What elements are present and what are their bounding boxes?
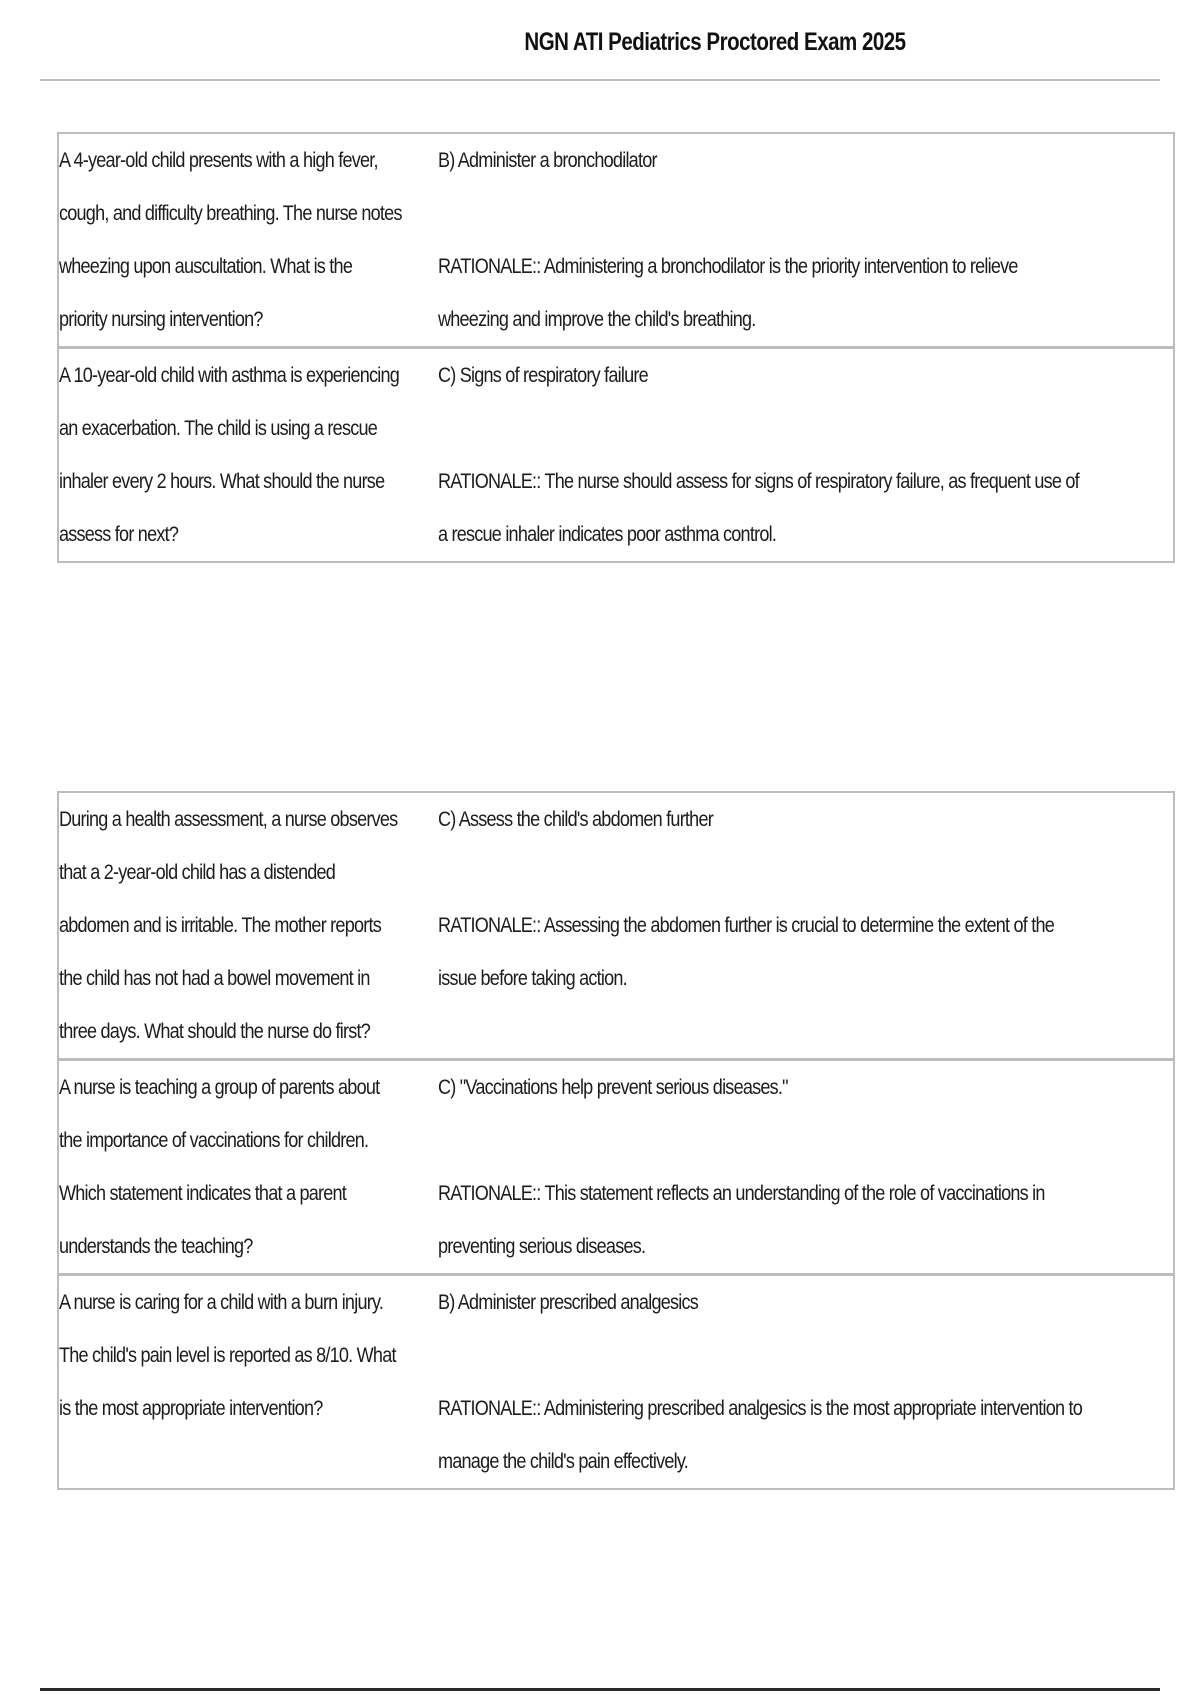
question-text: A 10-year-old child with asthma is experiencing an exacerbation. The child is using a rescue inhaler every 2 hours. What should the nurse assess for next?: [59, 364, 400, 546]
qa-row: [58, 133, 1174, 348]
rationale-text: RATIONALE:: The nurse should assess for signs of respiratory failure, as frequent use of a rescue inhaler indicates poor asthma control.: [438, 470, 1079, 546]
question-cell: [58, 792, 404, 1060]
answer-text: B) Administer a bronchodilator: [438, 149, 657, 172]
answer-text: B) Administer prescribed analgesics: [438, 1291, 699, 1314]
rationale-text: RATIONALE:: Administering prescribed analgesics is the most appropriate intervention to manage the child's pain effectively.: [438, 1397, 1083, 1473]
question-text: During a health assessment, a nurse observes that a 2-year-old child has a distended abdomen and is irritable. The mother reports the child has not had a bowel movement in three days. What should the nurse do first?: [59, 808, 398, 1043]
header-divider: [40, 79, 1160, 81]
qa-table-2: [57, 791, 1175, 1490]
question-cell: [58, 1060, 404, 1275]
answer-cell: [404, 1060, 1174, 1275]
qa-table-1: [57, 132, 1175, 563]
qa-row: [58, 348, 1174, 563]
qa-row: [58, 792, 1174, 1060]
page-title: NGN ATI Pediatrics Proctored Exam 2025: [524, 28, 906, 56]
qa-row: [58, 1275, 1174, 1490]
rationale-text: RATIONALE:: Administering a bronchodilator is the priority intervention to relieve wheezing and improve the child's breathing.: [438, 255, 1018, 331]
answer-text: C) Assess the child's abdomen further: [438, 808, 713, 831]
question-text: A nurse is caring for a child with a burn injury. The child's pain level is reported as 8/10. What is the most appropriate intervention?: [59, 1291, 396, 1420]
qa-row: [58, 1060, 1174, 1275]
question-text: A nurse is teaching a group of parents about the importance of vaccinations for children. Which statement indicates that a parent understands the teaching?: [59, 1076, 380, 1258]
answer-cell: [404, 348, 1174, 563]
answer-cell: [404, 792, 1174, 1060]
question-text: A 4-year-old child presents with a high fever, cough, and difficulty breathing. The nurse notes wheezing upon auscultation. What is the priority nursing intervention?: [59, 149, 402, 331]
footer-divider: [40, 1688, 1160, 1691]
answer-cell: [404, 133, 1174, 348]
answer-cell: [404, 1275, 1174, 1490]
answer-text: C) Signs of respiratory failure: [438, 364, 648, 387]
rationale-text: RATIONALE:: Assessing the abdomen further is crucial to determine the extent of the issue before taking action.: [438, 914, 1055, 990]
question-cell: [58, 1275, 404, 1490]
answer-text: C) "Vaccinations help prevent serious diseases.": [438, 1076, 788, 1099]
question-cell: [58, 348, 404, 563]
rationale-text: RATIONALE:: This statement reflects an understanding of the role of vaccinations in preventing serious diseases.: [438, 1182, 1045, 1258]
question-cell: [58, 133, 404, 348]
